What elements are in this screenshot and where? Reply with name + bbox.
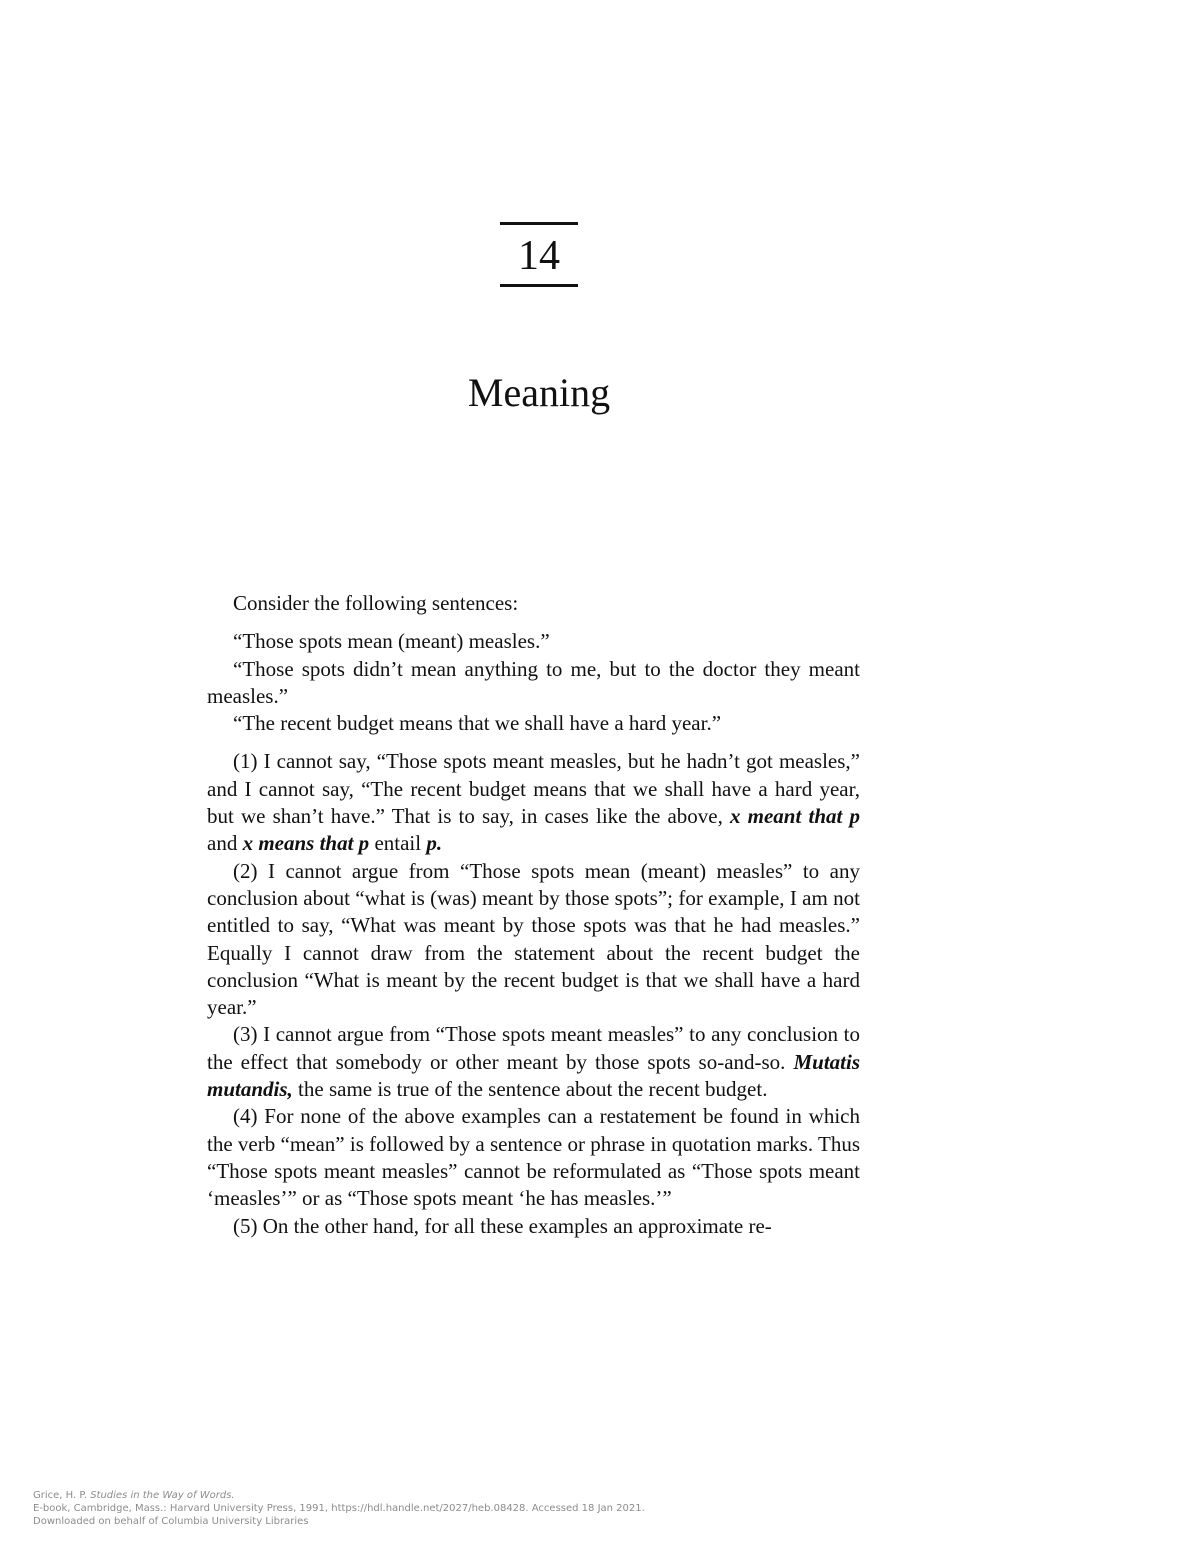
point-3-paragraph [207, 1021, 860, 1103]
point-3-italic: Mutatis mutandis, [207, 1049, 860, 1102]
point-3-text-end: the same is true of the sentence about the recent budget. [298, 1077, 768, 1102]
point-1-text-mid: and [207, 831, 238, 856]
citation-book-title: Studies in the Way of Words. [90, 1490, 235, 1501]
point-1-italic-1: x meant that p [730, 804, 860, 829]
chapter-title: Meaning [467, 370, 611, 415]
point-1-italic-2: x means that p [242, 831, 370, 856]
chapter-number-top-rule [500, 222, 578, 225]
point-1-italic-3: p. [426, 831, 443, 856]
point-4-paragraph: (4) For none of the above examples can a restatement be found in which the verb “mean” is followed by a sentence or phrase in quotation marks. Thus “Those spots meant measles” cannot be reformulated as “Those spots meant ‘measles’” or as “Those spots meant ‘he has measles.’” [207, 1104, 860, 1211]
point-1-paragraph [207, 748, 860, 857]
citation-line-1 [33, 1489, 645, 1502]
example-sentence-2: “Those spots didn’t mean anything to me, but to the doctor they meant measles.” [207, 656, 860, 708]
citation-line-2: E-book, Cambridge, Mass.: Harvard University Press, 1991, https://hdl.handle.net/2027/heb.08428. Accessed 18 Jan 2021. [33, 1503, 645, 1514]
citation-line-3: Downloaded on behalf of Columbia University Libraries [33, 1516, 309, 1527]
point-5-paragraph: (5) On the other hand, for all these examples an approximate re- [233, 1213, 772, 1238]
citation-author: Grice, H. P. [33, 1490, 87, 1501]
example-sentence-3: “The recent budget means that we shall have a hard year.” [233, 711, 722, 736]
point-1-text-mid-2: entail [374, 831, 422, 856]
chapter-number: 14 [518, 233, 560, 279]
point-1-text-start: (1) I cannot say, “Those spots meant measles, but he hadn’t got measles,” and I cannot say, “The recent budget means that we shall have a hard year, but we shan’t have.” That is to say, in cases like the above, [207, 749, 860, 829]
intro-paragraph: Consider the following sentences: [233, 591, 519, 615]
example-sentence-1: “Those spots mean (meant) measles.” [233, 629, 550, 654]
body-text [207, 590, 860, 1240]
chapter-number-block [500, 222, 578, 288]
chapter-number-bottom-rule [500, 284, 578, 287]
point-2-paragraph: (2) I cannot argue from “Those spots mean (meant) measles” to any conclusion about “what is (was) meant by those spots”; for example, I am not entitled to say, “What was meant by those spots was that he had measles.” Equally I cannot draw from the statement about the recent budget the conclusion “What is meant by the recent budget is that we shall have a hard year.” [207, 858, 860, 1020]
point-3-text-start: (3) I cannot argue from “Those spots meant measles” to any conclusion to the effect that somebody or other meant by those spots so-and-so. [207, 1022, 860, 1074]
citation-footer [33, 1489, 645, 1528]
